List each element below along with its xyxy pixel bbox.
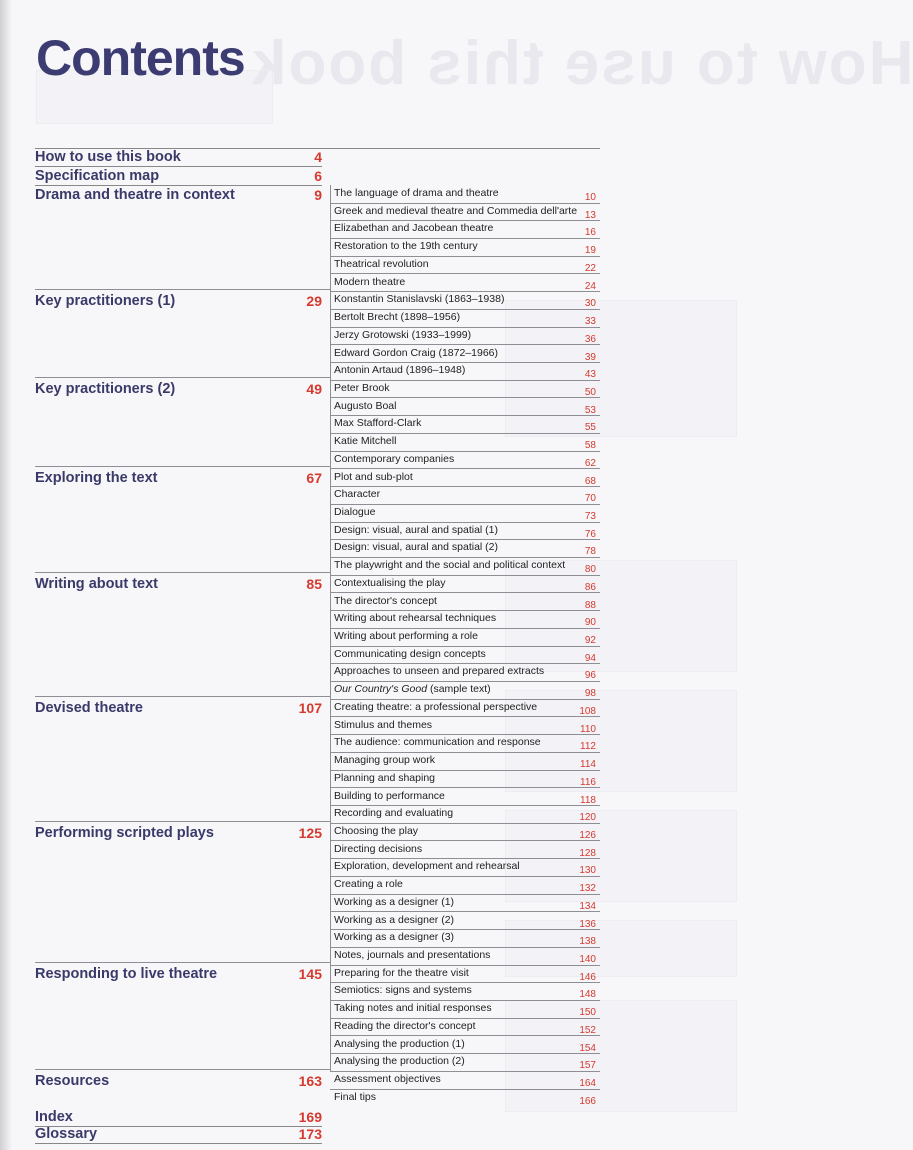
toc-subsection-page: 76 bbox=[584, 528, 596, 540]
toc-subsection-label: Jerzy Grotowski (1933–1999) bbox=[334, 328, 472, 341]
toc-subsection-label: Max Stafford-Clark bbox=[334, 417, 422, 430]
toc-subsection[interactable] bbox=[330, 734, 600, 753]
toc-subsection-label: Notes, journals and presentations bbox=[334, 949, 491, 961]
toc-subsection[interactable] bbox=[330, 805, 600, 824]
toc-subsection-label: Reading the director's concept bbox=[334, 1019, 476, 1032]
toc-subsection-page: 126 bbox=[579, 829, 596, 841]
toc-section-page: 169 bbox=[298, 1109, 322, 1125]
toc-subsection-page: 150 bbox=[579, 1007, 596, 1019]
toc-section[interactable] bbox=[35, 824, 322, 842]
toc-subsection-page: 68 bbox=[584, 475, 596, 487]
toc-subsection-label bbox=[334, 681, 491, 698]
toc-section-label: Glossary bbox=[35, 1126, 98, 1142]
toc-subsection-label: Working as a designer (3) bbox=[334, 931, 455, 944]
toc-subsection-page: 164 bbox=[579, 1078, 596, 1089]
toc-subsection-page: 120 bbox=[579, 812, 596, 824]
toc-subsection-page: 62 bbox=[584, 457, 596, 469]
toc-subsection-label: Working as a designer (2) bbox=[334, 913, 455, 926]
toc-section-label: Devised theatre bbox=[35, 700, 143, 716]
toc-subsection[interactable] bbox=[330, 858, 600, 877]
toc-subsection-label: Building to performance bbox=[334, 789, 445, 802]
toc-section-page: 29 bbox=[306, 293, 322, 309]
toc-section-label: Writing about text bbox=[35, 576, 158, 592]
toc-section[interactable] bbox=[35, 1125, 322, 1144]
toc-subsection[interactable] bbox=[330, 557, 600, 576]
toc-subsection-page: 24 bbox=[584, 280, 596, 292]
toc-subsection-label: Analysing the production (1) bbox=[334, 1037, 465, 1050]
section-divider bbox=[35, 1069, 330, 1070]
toc-subsection-page: 154 bbox=[579, 1042, 596, 1054]
page-title: Contents bbox=[36, 30, 245, 86]
toc-section-page: 163 bbox=[298, 1073, 322, 1089]
toc-section-label: Specification map bbox=[35, 168, 160, 184]
toc-section[interactable] bbox=[35, 1072, 322, 1090]
toc-section-page: 173 bbox=[298, 1126, 322, 1142]
toc-subsection-label: Writing about rehearsal techniques bbox=[334, 612, 497, 625]
play-title: Our Country's Good bbox=[334, 683, 428, 696]
toc-subsection-label: Planning and shaping bbox=[334, 771, 436, 784]
toc-section[interactable] bbox=[35, 469, 322, 487]
toc-subsection-label: Stimulus and themes bbox=[334, 718, 433, 731]
toc-subsection-label: Approaches to unseen and prepared extracts bbox=[334, 665, 545, 678]
toc-subsection[interactable] bbox=[330, 699, 600, 718]
section-divider bbox=[35, 572, 330, 573]
toc-subsection-label: Bertolt Brecht (1898–1956) bbox=[334, 311, 461, 323]
toc-subsection[interactable] bbox=[330, 362, 600, 381]
toc-subsection-label: Creating theatre: a professional perspective bbox=[334, 700, 538, 713]
toc-subsection-label: The director's concept bbox=[334, 594, 437, 607]
toc-subsection-page: 110 bbox=[580, 723, 596, 735]
toc-section-label: Responding to live theatre bbox=[35, 966, 218, 982]
toc-section-page: 49 bbox=[306, 381, 322, 397]
toc-subsection[interactable] bbox=[330, 947, 600, 966]
toc-subsection-page: 33 bbox=[584, 316, 596, 327]
toc-subsection[interactable] bbox=[330, 469, 600, 488]
toc-subsection-page: 80 bbox=[584, 564, 596, 576]
toc-subsection-label: Plot and sub-plot bbox=[334, 470, 413, 483]
toc-subsection[interactable] bbox=[330, 912, 600, 931]
toc-subsection-page: 157 bbox=[579, 1060, 596, 1072]
toc-subsection-label: Character bbox=[334, 488, 381, 501]
toc-subsection-page: 166 bbox=[579, 1095, 596, 1107]
toc-section-page: 85 bbox=[306, 576, 322, 592]
toc-subsection[interactable] bbox=[330, 1053, 600, 1072]
toc-subsection[interactable] bbox=[330, 876, 600, 895]
toc-subsection-label: Peter Brook bbox=[334, 381, 390, 394]
toc-section-label: Resources bbox=[35, 1073, 110, 1089]
toc-subsection-page: 128 bbox=[579, 847, 596, 859]
toc-subsection[interactable] bbox=[330, 291, 600, 310]
toc-subsection-page: 108 bbox=[579, 705, 596, 717]
label-suffix: (sample text) bbox=[427, 683, 491, 696]
toc-subsection-page: 118 bbox=[580, 794, 596, 806]
toc-subsection[interactable] bbox=[330, 1000, 600, 1019]
toc-subsection-page: 22 bbox=[584, 262, 596, 274]
toc-section-label: How to use this book bbox=[35, 149, 181, 165]
toc-section-page: 107 bbox=[298, 700, 322, 716]
toc-subsection-page: 16 bbox=[584, 227, 596, 239]
toc-subsection-page: 148 bbox=[579, 989, 596, 1001]
toc-subsection-label: Exploration, development and rehearsal bbox=[334, 860, 520, 873]
toc-subsection-label: Augusto Boal bbox=[334, 399, 397, 412]
toc-subsection-label: Edward Gordon Craig (1872–1966) bbox=[334, 346, 499, 359]
toc-section[interactable] bbox=[35, 699, 322, 717]
section-divider bbox=[35, 289, 330, 290]
toc-subsection-page: 112 bbox=[580, 741, 596, 753]
toc-section-label: Exploring the text bbox=[35, 470, 158, 486]
toc-subsection-label: Assessment objectives bbox=[334, 1073, 441, 1085]
toc-subsection-label: Directing decisions bbox=[334, 842, 423, 855]
toc-section-page: 9 bbox=[314, 187, 322, 203]
toc-subsection[interactable] bbox=[330, 982, 600, 1001]
toc-subsection[interactable] bbox=[330, 663, 600, 682]
toc-section-page: 6 bbox=[314, 168, 322, 184]
section-divider bbox=[35, 466, 330, 467]
toc-subsection-page: 152 bbox=[579, 1024, 596, 1036]
toc-subsection-label: The playwright and the social and political context bbox=[334, 559, 566, 572]
toc-section-page: 125 bbox=[298, 825, 322, 841]
toc-subsection-label: Working as a designer (1) bbox=[334, 895, 455, 908]
toc-subsection[interactable] bbox=[330, 628, 600, 647]
toc-subsection[interactable] bbox=[330, 415, 600, 434]
toc-subsection-label: Managing group work bbox=[334, 754, 435, 766]
toc-subsection-page: 116 bbox=[580, 776, 596, 788]
toc-subsection[interactable] bbox=[330, 610, 600, 629]
toc-subsection[interactable] bbox=[330, 681, 600, 700]
toc-subsection[interactable] bbox=[330, 238, 600, 257]
toc-subsection[interactable] bbox=[330, 504, 600, 523]
toc-subsection[interactable] bbox=[330, 1018, 600, 1037]
toc-section-label: Index bbox=[35, 1109, 73, 1125]
toc-subsection-label: Antonin Artaud (1896–1948) bbox=[334, 364, 466, 377]
toc-subsection[interactable] bbox=[330, 575, 600, 594]
show-through-text: How to use this book bbox=[250, 29, 913, 98]
toc-subsection-label: Modern theatre bbox=[334, 275, 406, 288]
toc-subsection[interactable] bbox=[330, 823, 600, 842]
toc-section[interactable] bbox=[35, 186, 322, 204]
toc-subsection-page: 50 bbox=[584, 386, 596, 398]
toc-subsection-page: 94 bbox=[584, 652, 596, 664]
toc-subsection-label: Restoration to the 19th century bbox=[334, 240, 478, 253]
toc-subsection[interactable] bbox=[330, 451, 600, 470]
toc-subsection-label: The audience: communication and response bbox=[334, 736, 541, 749]
toc-subsection[interactable] bbox=[330, 380, 600, 399]
toc-subsection-label: Konstantin Stanislavski (1863–1938) bbox=[334, 293, 505, 306]
toc-subsection[interactable] bbox=[330, 646, 600, 665]
toc-subsection-label: Preparing for the theatre visit bbox=[334, 966, 469, 979]
toc-subsection[interactable] bbox=[330, 203, 600, 222]
toc-subsection-label: Writing about performing a role bbox=[334, 630, 478, 642]
toc-subsection-label: Final tips bbox=[334, 1090, 377, 1103]
toc-subsection-label: Communicating design concepts bbox=[334, 647, 486, 660]
toc-subsection[interactable] bbox=[330, 894, 600, 913]
toc-subsection-page: 73 bbox=[584, 511, 596, 522]
toc-subsection-page: 136 bbox=[579, 918, 596, 930]
toc-subsection-page: 19 bbox=[584, 245, 596, 257]
toc-subsection-label: Theatrical revolution bbox=[334, 257, 429, 270]
toc-subsection-page: 146 bbox=[579, 971, 596, 983]
toc-subsection-page: 58 bbox=[584, 440, 596, 452]
toc-subsection[interactable] bbox=[330, 593, 600, 612]
toc-subsection-label: The language of drama and theatre bbox=[334, 187, 499, 199]
toc-subsection[interactable] bbox=[330, 345, 600, 364]
section-divider bbox=[35, 696, 330, 697]
toc-subsection-page: 55 bbox=[584, 422, 596, 434]
toc-section[interactable] bbox=[35, 380, 322, 398]
toc-subsection-page: 10 bbox=[584, 192, 596, 203]
toc-subsection[interactable] bbox=[330, 752, 600, 771]
toc-subsection-page: 98 bbox=[584, 688, 596, 700]
toc-subsection[interactable] bbox=[330, 185, 600, 204]
toc-subsection-page: 13 bbox=[584, 209, 596, 221]
toc-subsection-page: 130 bbox=[579, 865, 596, 877]
section-divider bbox=[35, 962, 330, 963]
toc-subsection[interactable] bbox=[330, 965, 600, 984]
toc-subsection[interactable] bbox=[330, 398, 600, 417]
toc-subsection-page: 90 bbox=[584, 617, 596, 629]
toc-subsection[interactable] bbox=[330, 929, 600, 948]
toc-subsection[interactable] bbox=[330, 1071, 600, 1090]
toc-subsection-page: 138 bbox=[579, 936, 596, 948]
toc-section[interactable] bbox=[35, 965, 322, 983]
toc-subsection[interactable] bbox=[330, 433, 600, 452]
toc-subsection[interactable] bbox=[330, 522, 600, 541]
toc-subsection[interactable] bbox=[330, 788, 600, 807]
toc-section-page: 67 bbox=[306, 470, 322, 486]
toc-subsection-label: Design: visual, aural and spatial (1) bbox=[334, 523, 499, 536]
toc-subsection-page: 134 bbox=[579, 900, 596, 912]
toc-subsection-page: 114 bbox=[580, 759, 596, 770]
toc-subsection[interactable] bbox=[330, 220, 600, 239]
toc-subsection-label: Katie Mitchell bbox=[334, 435, 397, 448]
toc-subsection-page: 92 bbox=[584, 635, 596, 646]
toc-subsection-page: 30 bbox=[584, 298, 596, 310]
toc-section-page: 4 bbox=[314, 149, 322, 165]
toc-subsection[interactable] bbox=[330, 841, 600, 860]
toc-subsection-page: 70 bbox=[584, 493, 596, 505]
toc-subsection[interactable] bbox=[330, 309, 600, 328]
section-divider bbox=[35, 377, 330, 378]
toc-subsection-page: 88 bbox=[584, 599, 596, 611]
toc-subsection-label: Choosing the play bbox=[334, 824, 419, 837]
toc-subsection[interactable] bbox=[330, 1089, 600, 1107]
toc-subsection-label: Design: visual, aural and spatial (2) bbox=[334, 541, 499, 554]
toc-subsection[interactable] bbox=[330, 539, 600, 558]
toc-section-label: Key practitioners (1) bbox=[35, 293, 176, 309]
toc-top-rule bbox=[35, 148, 600, 149]
toc-subsection-label: Contextualising the play bbox=[334, 576, 446, 589]
toc-section[interactable] bbox=[35, 167, 322, 186]
toc-subsection-label: Creating a role bbox=[334, 878, 403, 891]
toc-subsection-label: Analysing the production (2) bbox=[334, 1055, 465, 1068]
toc-subsection[interactable] bbox=[330, 770, 600, 789]
toc-subsection-page: 39 bbox=[584, 351, 596, 363]
section-divider bbox=[35, 821, 330, 822]
toc-subsection-page: 132 bbox=[579, 883, 596, 895]
toc-subsection[interactable] bbox=[330, 274, 600, 293]
toc-subsection-page: 43 bbox=[584, 369, 596, 381]
toc-section-label: Drama and theatre in context bbox=[35, 187, 235, 203]
toc-subsection[interactable] bbox=[330, 1036, 600, 1055]
toc-subsection-label: Semiotics: signs and systems bbox=[334, 984, 472, 997]
toc-subsection-page: 96 bbox=[584, 670, 596, 682]
toc-subsection[interactable] bbox=[330, 327, 600, 346]
toc-section[interactable] bbox=[35, 148, 322, 167]
toc-subsection-label: Elizabethan and Jacobean theatre bbox=[334, 222, 494, 235]
toc-subsection-page: 78 bbox=[584, 546, 596, 558]
toc-subsection-label: Greek and medieval theatre and Commedia dell'arte bbox=[334, 204, 578, 217]
toc-subsection-page: 53 bbox=[584, 404, 596, 416]
toc-section[interactable] bbox=[35, 292, 322, 310]
toc-subsection-label: Dialogue bbox=[334, 506, 376, 518]
toc-subsection[interactable] bbox=[330, 717, 600, 736]
toc-subsection-page: 140 bbox=[579, 954, 596, 965]
toc-section[interactable] bbox=[35, 575, 322, 593]
toc-subsection-page: 86 bbox=[584, 581, 596, 593]
toc-subsection-page: 36 bbox=[584, 333, 596, 345]
toc-subsection[interactable] bbox=[330, 486, 600, 505]
toc-subsection-label: Contemporary companies bbox=[334, 452, 455, 465]
toc-subsection-label: Recording and evaluating bbox=[334, 807, 454, 820]
toc-subsection[interactable] bbox=[330, 256, 600, 275]
toc-section-label: Key practitioners (2) bbox=[35, 381, 176, 397]
toc-subsection-label: Taking notes and initial responses bbox=[334, 1002, 492, 1015]
column-divider bbox=[330, 185, 331, 1071]
toc-section-page: 145 bbox=[298, 966, 322, 982]
toc-section-label: Performing scripted plays bbox=[35, 825, 214, 841]
